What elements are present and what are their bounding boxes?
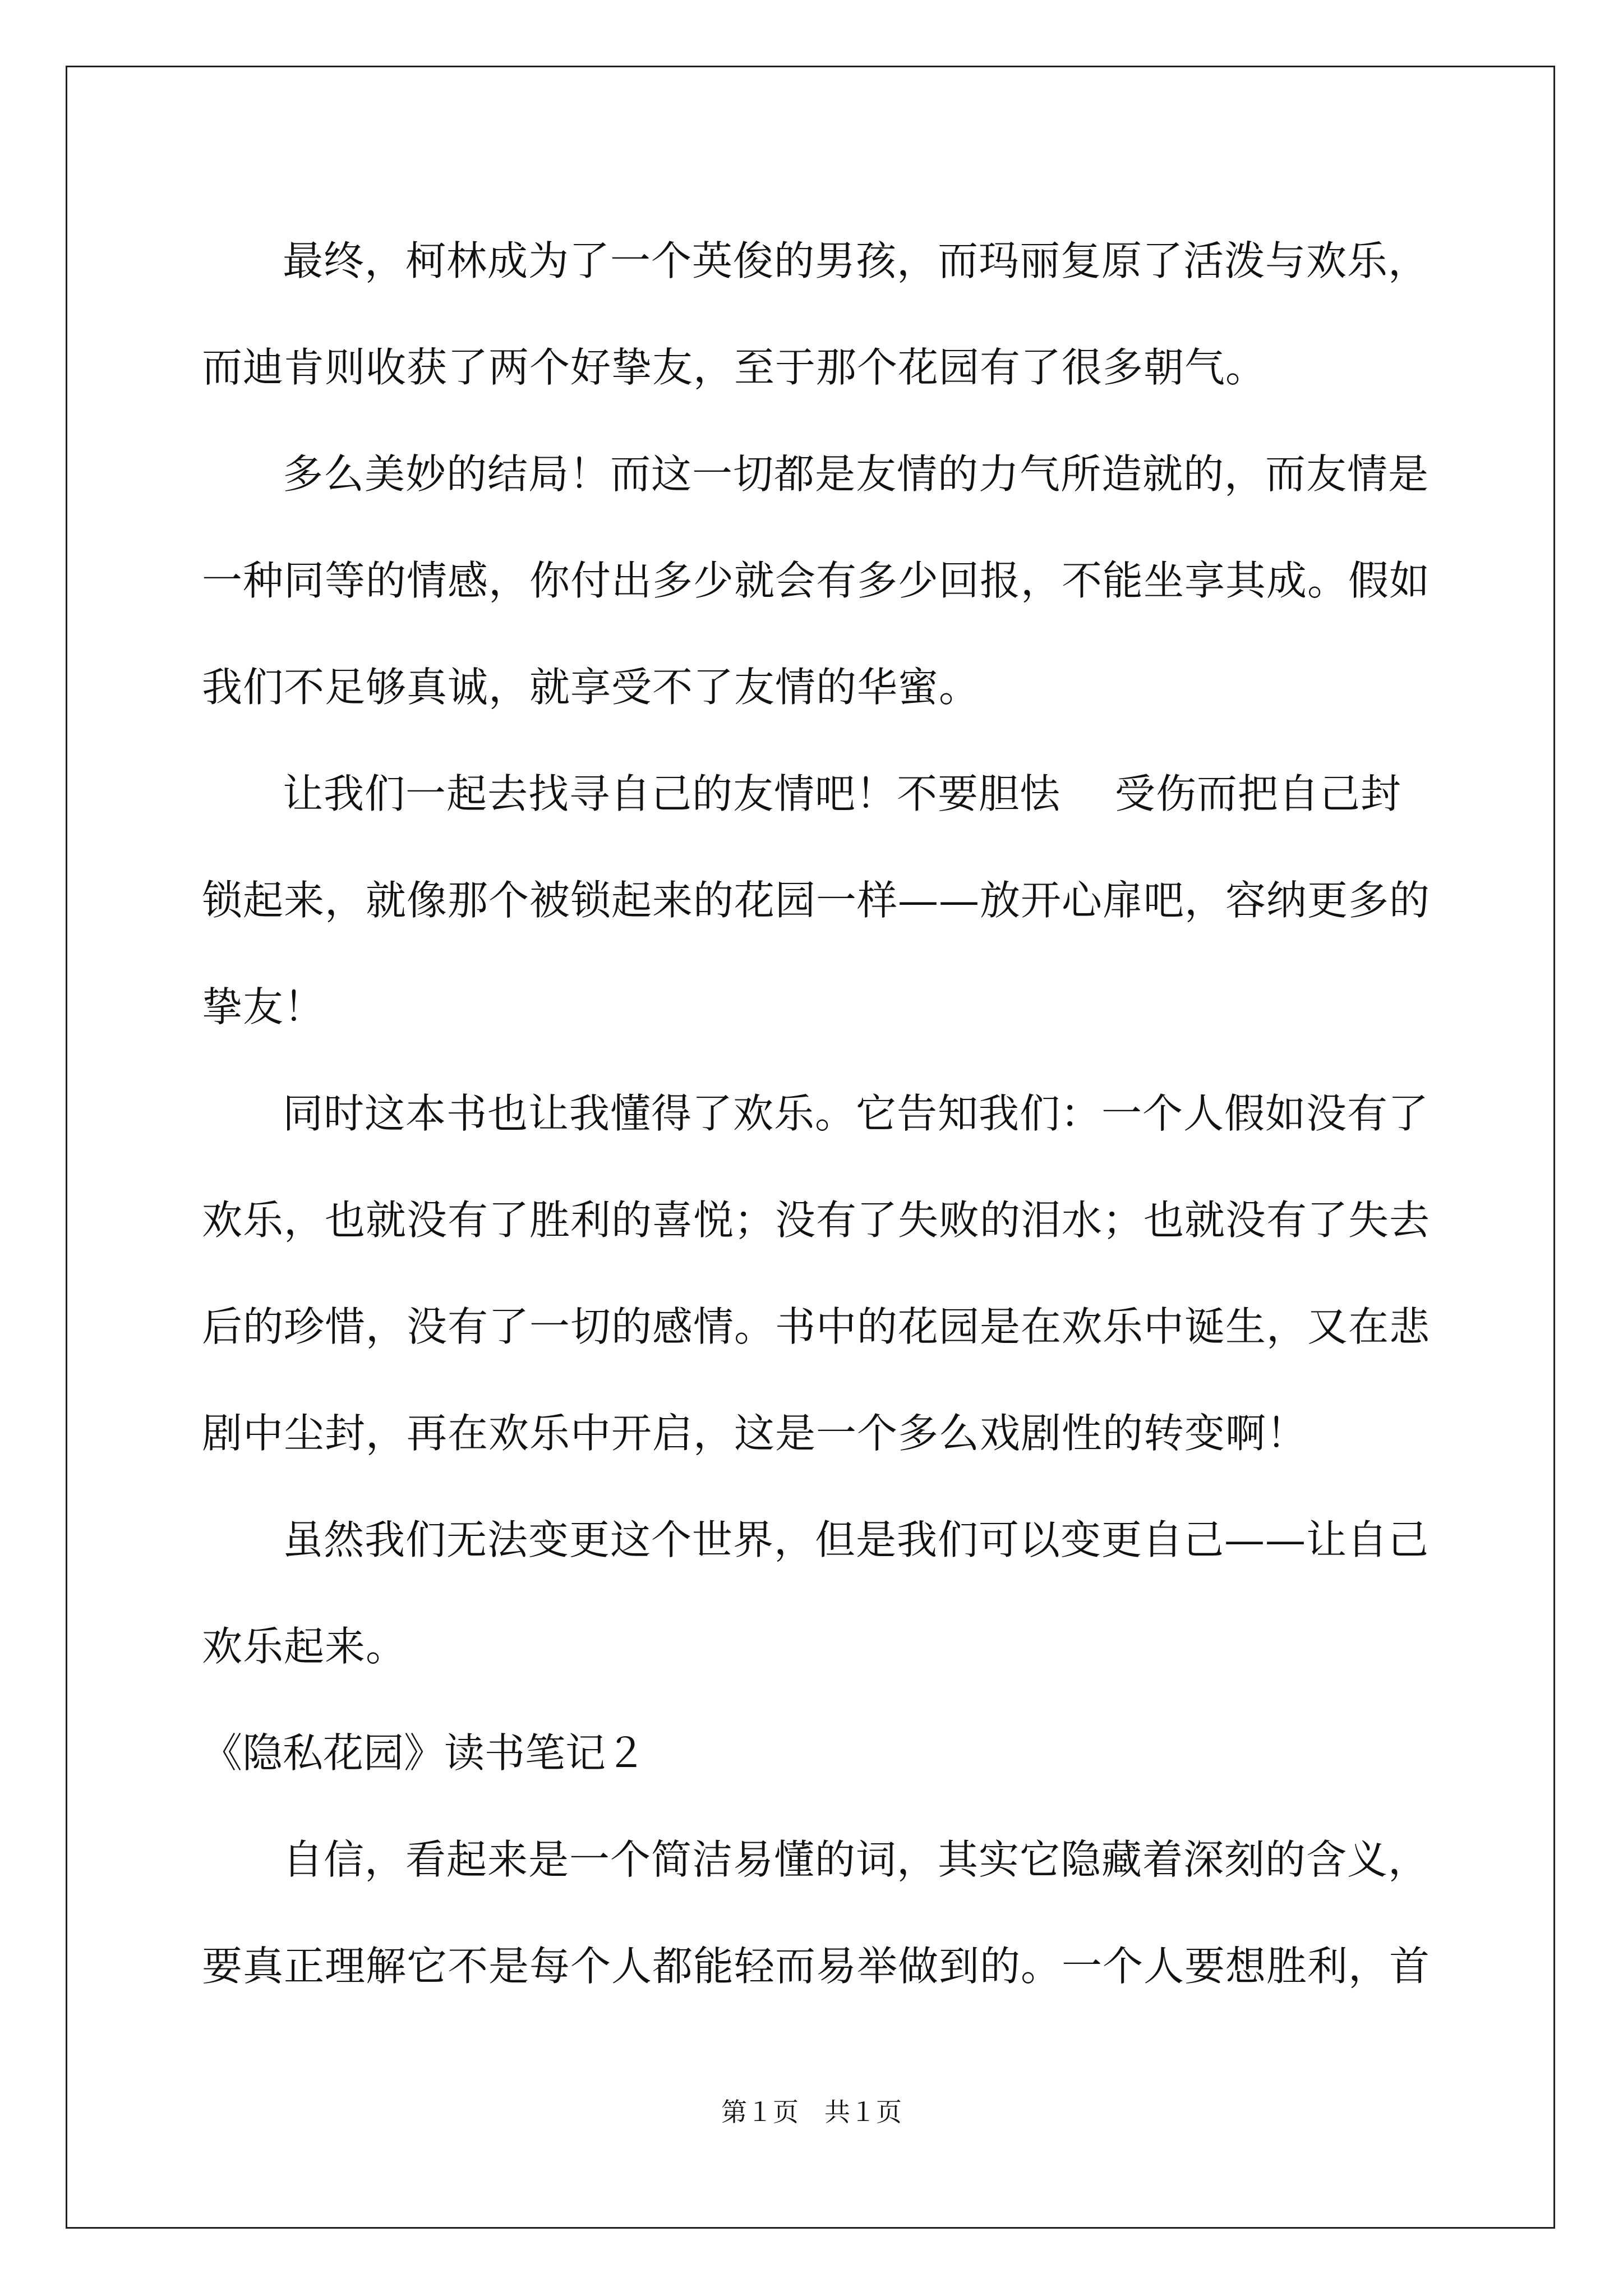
paragraph-3: 让我们一起去找寻自己的友情吧！不要胆怯 受伤而把自己封锁起来，就像那个被锁起来的花园一样——放开心扉吧，容纳更多的挚友！ (202, 770, 1431, 1030)
paragraph-1: 最终，柯林成为了一个英俊的男孩，而玛丽复原了活泼与欢乐，而迪肯则收获了两个好挚友，至于那个花园有了很多朝气。 (202, 237, 1430, 391)
paragraph-6: 自信，看起来是一个简洁易懂的词，其实它隐藏着深刻的含义，要真正理解它不是每个人都能轻而易举做到的。一个人要想胜利，首 (202, 1836, 1431, 1990)
paragraph-2: 多么美妙的结局！而这一切都是友情的力气所造就的，而友情是一种同等的情感，你付出多少就会有多少回报，不能坐享其成。假如我们不足够真诚，就享受不了友情的华蜜。 (202, 450, 1431, 711)
paragraph-4: 同时这本书也让我懂得了欢乐。它告知我们：一个人假如没有了欢乐，也就没有了胜利的喜悦；没有了失败的泪水；也就没有了失去后的珍惜，没有了一切的感情。书中的花园是在欢乐中诞生，又在悲剧中尘封，再在欢乐中开启，这是一个多么戏剧性的转变啊！ (202, 1090, 1431, 1457)
paragraph-5: 虽然我们无法变更这个世界，但是我们可以变更自己——让自己欢乐起来。 (202, 1516, 1430, 1670)
page-total: 共１页 (824, 2097, 902, 2127)
section-heading: 《隐私花园》读书笔记２ (202, 1729, 647, 1777)
page-footer (0, 2095, 1623, 2129)
page-number: 第１页 (721, 2097, 799, 2127)
document-body (202, 208, 1433, 2019)
